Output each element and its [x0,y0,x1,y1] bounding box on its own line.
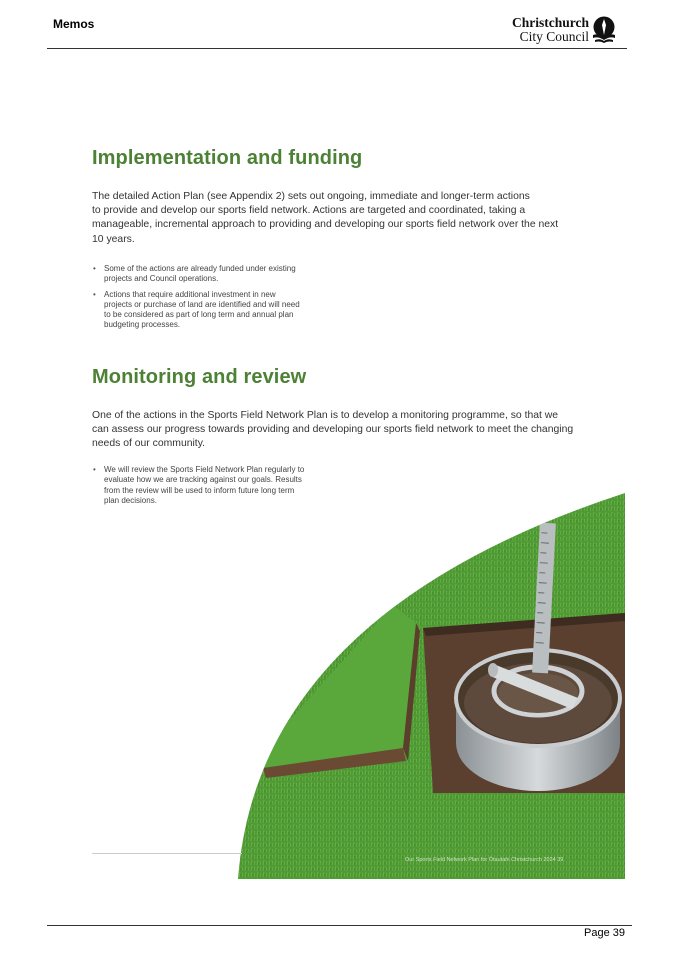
section-heading: Monitoring and review [92,366,307,388]
header-title: Memos [53,17,95,31]
list-item: • Actions that require additional investment in new projects or purchase of land are identified and will need to be considered as part of long term and annual plan budgeting processes. [92,290,352,331]
footer-rule [47,925,632,926]
paragraph-line: needs of our community. [92,438,206,450]
paragraph-line: 10 years. [92,233,135,245]
photo-footer-rule [92,853,242,854]
paragraph-line: One of the actions in the Sports Field Network Plan is to develop a monitoring programme, so that we [92,410,559,421]
header-rule [47,48,627,49]
paragraph-line: manageable, incremental approach to providing and developing our sports field network over the next [92,219,559,231]
page-number: Page 39 [584,927,625,939]
section-paragraph [92,409,597,452]
section-heading: Implementation and funding [92,147,363,169]
bullet-list [92,264,352,336]
council-logo [505,15,617,45]
paragraph-line: to provide and develop our sports field network. Actions are targeted and coordinated, taking a [92,205,526,217]
list-item: • Some of the actions are already funded under existing projects and Council operations. [92,264,352,285]
sports-field-photo [238,493,625,879]
paragraph-line: can assess our progress towards providing and developing our sports field network to meet the changing [92,424,574,436]
section-implementation [92,147,592,170]
section-paragraph [92,190,592,247]
logo-line-2: City Council [519,29,589,44]
list-item: • We will review the Sports Field Network Plan regularly to evaluate how we are tracking against our goals. Results from the review will be used to inform future long term plan decisions. [92,465,352,506]
council-logo-icon [591,16,617,43]
photo-footer-text: Our Sports Field Network Plan for Ōtautahi Christchurch 2024 39 [405,857,564,863]
paragraph-line: The detailed Action Plan (see Appendix 2) sets out ongoing, immediate and longer-term actions [92,191,530,202]
logo-line-1: Christchurch [511,15,589,30]
section-monitoring [92,366,592,389]
